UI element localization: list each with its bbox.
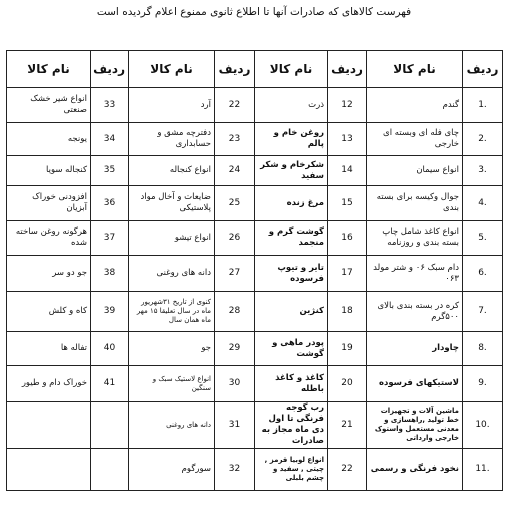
- item-name: کنجاله سویا: [7, 156, 91, 186]
- row-number: 37: [91, 221, 129, 256]
- item-name: دانه های روغنی: [129, 402, 215, 449]
- row-number: .1: [463, 88, 503, 123]
- item-name: چای فله ای وبسته ای خارجی: [367, 123, 463, 156]
- row-number: 32: [215, 449, 255, 491]
- row-number: .8: [463, 332, 503, 366]
- item-name: شکرخام و شکر سفید: [255, 156, 328, 186]
- item-name: کاغذ و کاغذ باطله: [255, 366, 328, 402]
- item-name: انواع شیر خشک صنعتی: [7, 88, 91, 123]
- item-name: انواع لاستیک سبک و سنگین: [129, 366, 215, 402]
- row-number: .5: [463, 221, 503, 256]
- row-number: 22: [328, 449, 367, 491]
- row-number: .3: [463, 156, 503, 186]
- table-row: [7, 402, 503, 449]
- item-name: افزودنی خوراک آبزیان: [7, 186, 91, 221]
- row-number: 38: [91, 256, 129, 292]
- item-name: کنوی از تاریخ ۳۱شهریور ماه در سال تعلیقا ۱۵ مهر ماه همان سال: [129, 292, 215, 332]
- item-name: دفترچه مشق و حسابداری: [129, 123, 215, 156]
- row-number: .4: [463, 186, 503, 221]
- item-name: رب گوجه فرنگی تا اول دی ماه مجاز به صادرات: [255, 402, 328, 449]
- item-name: ضایعات و آخال مواد پلاستیکی: [129, 186, 215, 221]
- row-number: [91, 402, 129, 449]
- item-name: انواع کنجاله: [129, 156, 215, 186]
- row-number: 12: [328, 88, 367, 123]
- table-row: [7, 221, 503, 256]
- header-radif: ردیف: [91, 51, 129, 88]
- row-number: 30: [215, 366, 255, 402]
- header-name: نام کالا: [255, 51, 328, 88]
- header-name: نام کالا: [367, 51, 463, 88]
- row-number: .7: [463, 292, 503, 332]
- row-number: .6: [463, 256, 503, 292]
- row-number: 15: [328, 186, 367, 221]
- item-name: ذرت: [255, 88, 328, 123]
- row-number: 23: [215, 123, 255, 156]
- item-name: تایر و تیوپ فرسوده: [255, 256, 328, 292]
- header-radif: ردیف: [215, 51, 255, 88]
- row-number: 31: [215, 402, 255, 449]
- item-name: هرگونه روغن ساخته شده: [7, 221, 91, 256]
- item-name: خوراک دام و طیور: [7, 366, 91, 402]
- row-number: 24: [215, 156, 255, 186]
- item-name: کاه و کلش: [7, 292, 91, 332]
- row-number: 39: [91, 292, 129, 332]
- table-row: [7, 156, 503, 186]
- banned-goods-table: [6, 50, 503, 491]
- header-radif: ردیف: [328, 51, 367, 88]
- item-name: چاودار: [367, 332, 463, 366]
- row-number: 33: [91, 88, 129, 123]
- item-name: کره در بسته بندی بالای ۵۰۰گرم: [367, 292, 463, 332]
- row-number: .10: [463, 402, 503, 449]
- header-radif: ردیف: [463, 51, 503, 88]
- row-number: 20: [328, 366, 367, 402]
- item-name: انواع سیمان: [367, 156, 463, 186]
- header-name: نام کالا: [7, 51, 91, 88]
- table-row: [7, 449, 503, 491]
- item-name: گندم: [367, 88, 463, 123]
- row-number: 29: [215, 332, 255, 366]
- item-name: جو دو سر: [7, 256, 91, 292]
- row-number: 17: [328, 256, 367, 292]
- item-name: [7, 402, 91, 449]
- item-name: انواع لوبیا قرمز , چیتی , سفید و چشم بلبلی: [255, 449, 328, 491]
- item-name: آرد: [129, 88, 215, 123]
- item-name: ماشین آلات و تجهیزات خط تولید ,راهسازی و معدنی مستعمل واستوک خارجی وارداتی: [367, 402, 463, 449]
- item-name: دام سبک ۰۶ و شتر مولد ۰۶۳: [367, 256, 463, 292]
- header-row: [7, 51, 503, 88]
- table-row: [7, 292, 503, 332]
- item-name: سورگوم: [129, 449, 215, 491]
- table-row: [7, 186, 503, 221]
- row-number: 13: [328, 123, 367, 156]
- row-number: 35: [91, 156, 129, 186]
- item-name: کنژین: [255, 292, 328, 332]
- row-number: 34: [91, 123, 129, 156]
- row-number: 36: [91, 186, 129, 221]
- row-number: 40: [91, 332, 129, 366]
- table-row: [7, 256, 503, 292]
- row-number: 27: [215, 256, 255, 292]
- row-number: 19: [328, 332, 367, 366]
- row-number: .2: [463, 123, 503, 156]
- item-name: جو: [129, 332, 215, 366]
- item-name: مرغ زنده: [255, 186, 328, 221]
- row-number: 28: [215, 292, 255, 332]
- row-number: 18: [328, 292, 367, 332]
- row-number: 26: [215, 221, 255, 256]
- item-name: گوشت گرم و منجمد: [255, 221, 328, 256]
- item-name: پودر ماهی و گوشت: [255, 332, 328, 366]
- header-name: نام کالا: [129, 51, 215, 88]
- table-row: [7, 332, 503, 366]
- table-row: [7, 366, 503, 402]
- item-name: جوال وکیسه برای بسته بندی: [367, 186, 463, 221]
- page-title: فهرست کالاهای که صادرات آنها تا اطلاع ثانوی ممنوع اعلام گردیده است: [96, 6, 412, 18]
- row-number: 14: [328, 156, 367, 186]
- item-name: لاستیکهای فرسوده: [367, 366, 463, 402]
- row-number: 25: [215, 186, 255, 221]
- row-number: 41: [91, 366, 129, 402]
- row-number: .9: [463, 366, 503, 402]
- item-name: دانه های روغنی: [129, 256, 215, 292]
- item-name: انواع کاغذ شامل چاپ بسته بندی و روزنامه: [367, 221, 463, 256]
- item-name: [7, 449, 91, 491]
- item-name: روغن خام و پالم: [255, 123, 328, 156]
- item-name: انواع تیشو: [129, 221, 215, 256]
- table-row: [7, 123, 503, 156]
- row-number: [91, 449, 129, 491]
- row-number: 22: [215, 88, 255, 123]
- item-name: یونجه: [7, 123, 91, 156]
- table-row: [7, 88, 503, 123]
- item-name: تفاله ها: [7, 332, 91, 366]
- row-number: 21: [328, 402, 367, 449]
- item-name: نخود فرنگی و رسمی: [367, 449, 463, 491]
- row-number: .11: [463, 449, 503, 491]
- row-number: 16: [328, 221, 367, 256]
